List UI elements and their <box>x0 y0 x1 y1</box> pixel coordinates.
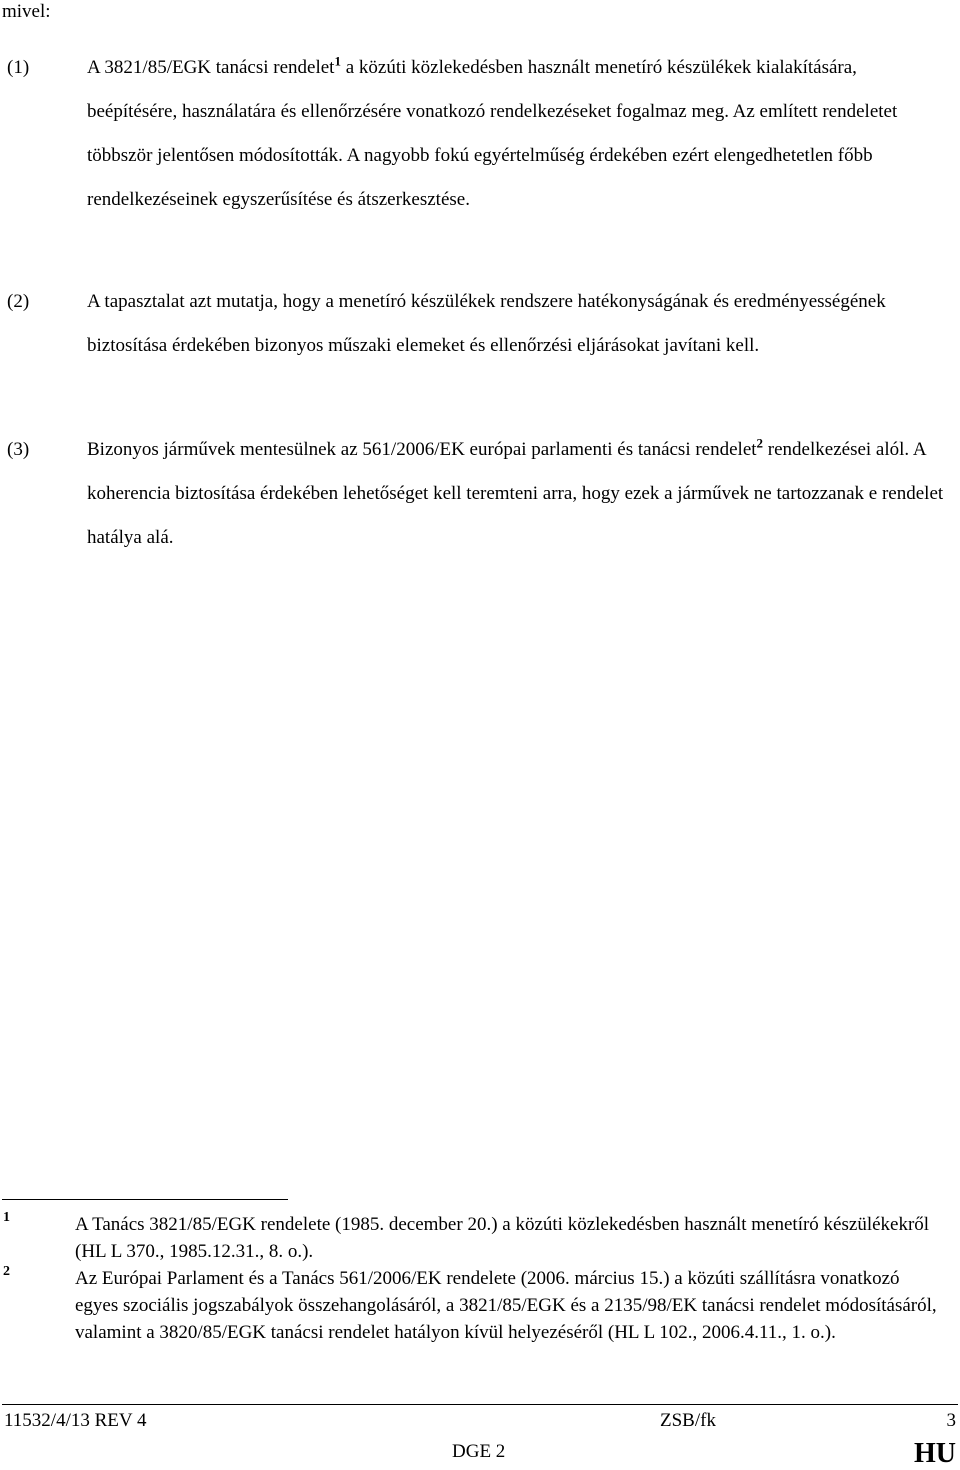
paragraph-text-start: Bizonyos járművek mentesülnek az 561/2006/EK európai parlamenti és tanácsi rendelet <box>87 439 757 460</box>
footnote-text: A Tanács 3821/85/EGK rendelete (1985. december 20.) a közúti közlekedésben használt menetíró készülékekről (HL L 370., 1985.12.31., 8. o.). <box>75 1214 930 1262</box>
footer-author: ZSB/fk <box>660 1410 716 1431</box>
footer-separator <box>2 1404 958 1405</box>
footnote-separator <box>2 1199 288 1200</box>
footer-language: HU <box>914 1438 956 1469</box>
paragraph-number: (2) <box>7 291 30 312</box>
intro-text: mivel: <box>2 1 51 22</box>
footer-doc-ref: 11532/4/13 REV 4 <box>4 1410 147 1431</box>
footnote-number: 1 <box>3 1210 10 1225</box>
paragraph-number: (3) <box>7 439 30 460</box>
paragraph-text-start: A 3821/85/EGK tanácsi rendelet <box>87 57 335 78</box>
paragraph-text: A tapasztalat azt mutatja, hogy a menetíró készülékek rendszere hatékonyságának és eredményességének biztosítása érdekében bizonyos műszaki elemeket és ellenőrzési eljárásokat javítani kell. <box>87 291 886 356</box>
paragraph-text <box>87 428 947 560</box>
paragraph-text <box>87 46 947 222</box>
paragraph-text-end: a közúti közlekedésben használt menetíró készülékek kialakítására, beépítésére, használatára és ellenőrzésére vonatkozó rendelkezéseket fogalmaz meg. Az említett rendeletet többször jelentősen módosították. A nagyobb fokú egyértelműség érdekében ezért elengedhetetlen főbb rendelkezéseinek egyszerűsítése és átszerkesztése. <box>87 57 898 210</box>
footnote-number: 2 <box>3 1264 10 1279</box>
footer-page-number: 3 <box>946 1410 956 1431</box>
footnote-ref-1[interactable]: 1 <box>334 53 341 69</box>
paragraph-text-end: rendelkezései alól. A koherencia biztosítása érdekében lehetőséget kell teremteni arra, hogy ezek a járművek ne tartozzanak e rendelet hatálya alá. <box>87 439 944 548</box>
paragraph-number: (1) <box>7 57 30 78</box>
footer-department: DGE 2 <box>452 1441 506 1462</box>
footnote-text: Az Európai Parlament és a Tanács 561/2006/EK rendelete (2006. március 15.) a közúti szállításra vonatkozó egyes szociális jogszabályok összehangolásáról, a 3821/85/EGK és a 2135/98/EK tanácsi rendelet módosításáról, valamint a 3820/85/EGK tanácsi rendelet hatályon kívül helyezéséről (HL L 102., 2006.4.11., 1. o.). <box>75 1268 937 1343</box>
footnote-ref-2[interactable]: 2 <box>756 435 764 451</box>
